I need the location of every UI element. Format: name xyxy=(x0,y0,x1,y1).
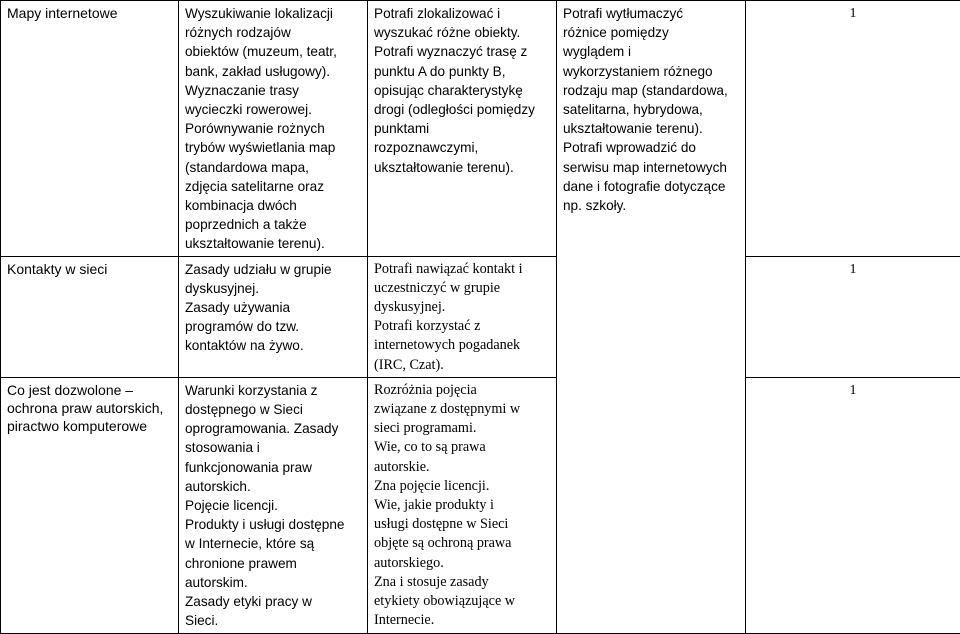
requirement-line: uczestniczyć w grupie xyxy=(374,279,550,298)
requirement-line: drogi (odległości pomiędzy xyxy=(374,100,550,119)
topic-label: Kontakty w sieci xyxy=(7,261,107,277)
requirement-line: objęte są ochroną prawa xyxy=(374,534,550,553)
requirement-line: rozpoznawczymi, xyxy=(374,138,550,157)
requirement-line: wyszukać różne obiekty. xyxy=(374,23,550,42)
content-cell xyxy=(179,1,368,257)
basic-requirements-cell xyxy=(368,256,557,377)
requirement-line: dyskusyjnej. xyxy=(374,298,550,317)
content-line: funkcjonowania praw xyxy=(185,458,361,477)
hours-cell xyxy=(746,1,960,257)
requirement-line: Zna pojęcie licencji. xyxy=(374,477,550,496)
requirement-line: związane z dostępnymi w xyxy=(374,400,550,419)
content-line: Zasady etyki pracy w xyxy=(185,592,361,611)
requirement-line: sieci programami. xyxy=(374,419,550,438)
content-line: stosowania i xyxy=(185,438,361,457)
hours-value: 1 xyxy=(850,383,857,398)
content-line: ukształtowanie terenu). xyxy=(185,234,361,253)
requirement-line: różnice pomiędzy xyxy=(563,23,739,42)
requirement-line: wyglądem i xyxy=(563,42,739,61)
content-line: różnych rodzajów xyxy=(185,23,361,42)
content-line: Produkty i usługi dostępne xyxy=(185,515,361,534)
content-line: programów do tzw. xyxy=(185,317,361,336)
content-line: Sieci. xyxy=(185,611,361,630)
content-line: Wyznaczanie trasy xyxy=(185,81,361,100)
content-line: Zasady udziału w grupie xyxy=(185,260,361,279)
requirement-line: Rozróżnia pojęcia xyxy=(374,381,550,400)
basic-requirements-cell xyxy=(368,377,557,633)
content-line: wycieczki rowerowej. xyxy=(185,100,361,119)
requirement-line: rodzaju map (standardowa, xyxy=(563,81,739,100)
content-line: autorskim. xyxy=(185,573,361,592)
requirement-line: Potrafi zlokalizować i xyxy=(374,4,550,23)
requirement-line: Potrafi wyznaczyć trasę z xyxy=(374,42,550,61)
content-line: oprogramowania. Zasady xyxy=(185,419,361,438)
table-row xyxy=(1,256,960,377)
topic-label: Co jest dozwolone – xyxy=(7,381,172,399)
topic-label: Mapy internetowe xyxy=(7,5,118,21)
content-line: poprzednich a także xyxy=(185,215,361,234)
requirement-line: np. szkoły. xyxy=(563,196,739,215)
content-line: Pojęcie licencji. xyxy=(185,496,361,515)
topic-cell xyxy=(1,377,179,633)
requirement-line: opisując charakterystykę xyxy=(374,81,550,100)
topic-label: piractwo komputerowe xyxy=(7,417,172,435)
requirement-line: Zna i stosuje zasady xyxy=(374,573,550,592)
content-line: chronione prawem xyxy=(185,554,361,573)
requirement-line: Potrafi wprowadzić do xyxy=(563,138,739,157)
content-line: kombinacja dwóch xyxy=(185,196,361,215)
requirement-line: usługi dostępne w Sieci xyxy=(374,515,550,534)
content-line: dyskusyjnej. xyxy=(185,279,361,298)
requirement-line: internetowych pogadanek xyxy=(374,336,550,355)
requirement-line: autorskiego. xyxy=(374,554,550,573)
requirement-line: Wie, co to są prawa xyxy=(374,438,550,457)
requirement-line: Potrafi wytłumaczyć xyxy=(563,4,739,23)
requirement-line: autorskie. xyxy=(374,458,550,477)
content-cell xyxy=(179,377,368,633)
content-line: Porównywanie rożnych xyxy=(185,119,361,138)
requirement-line: punktu A do punkty B, xyxy=(374,62,550,81)
content-line: obiektów (muzeum, teatr, xyxy=(185,42,361,61)
table-row xyxy=(1,377,960,633)
content-line: Wyszukiwanie lokalizacji xyxy=(185,4,361,23)
extended-requirements-cell xyxy=(557,1,746,634)
topic-cell xyxy=(1,256,179,377)
content-line: kontaktów na żywo. xyxy=(185,336,361,355)
requirement-line: wykorzystaniem różnego xyxy=(563,62,739,81)
hours-cell xyxy=(746,377,960,633)
requirement-line: dane i fotografie dotyczące xyxy=(563,177,739,196)
content-line: Zasady używania xyxy=(185,298,361,317)
content-line: trybów wyświetlania map xyxy=(185,138,361,157)
content-line: w Internecie, które są xyxy=(185,534,361,553)
topic-cell xyxy=(1,1,179,257)
requirement-line: ukształtowanie terenu). xyxy=(374,158,550,177)
hours-value: 1 xyxy=(850,262,857,277)
content-line: autorskich. xyxy=(185,477,361,496)
requirement-line: Potrafi nawiązać kontakt i xyxy=(374,260,550,279)
requirement-line: (IRC, Czat). xyxy=(374,356,550,375)
content-line: zdjęcia satelitarne oraz xyxy=(185,177,361,196)
requirement-line: ukształtowanie terenu). xyxy=(563,119,739,138)
content-line: Warunki korzystania z xyxy=(185,381,361,400)
requirement-line: satelitarna, hybrydowa, xyxy=(563,100,739,119)
requirement-line: Internecie. xyxy=(374,611,550,630)
requirement-line: punktami xyxy=(374,119,550,138)
content-cell xyxy=(179,256,368,377)
content-line: bank, zakład usługowy). xyxy=(185,62,361,81)
table-row xyxy=(1,1,960,257)
basic-requirements-cell xyxy=(368,1,557,257)
content-line: (standardowa mapa, xyxy=(185,158,361,177)
hours-value: 1 xyxy=(850,6,857,21)
content-line: dostępnego w Sieci xyxy=(185,400,361,419)
requirement-line: Wie, jakie produkty i xyxy=(374,496,550,515)
requirement-line: Potrafi korzystać z xyxy=(374,317,550,336)
requirement-line: serwisu map internetowych xyxy=(563,158,739,177)
hours-cell xyxy=(746,256,960,377)
topic-label: ochrona praw autorskich, xyxy=(7,399,172,417)
requirement-line: etykiety obowiązujące w xyxy=(374,592,550,611)
